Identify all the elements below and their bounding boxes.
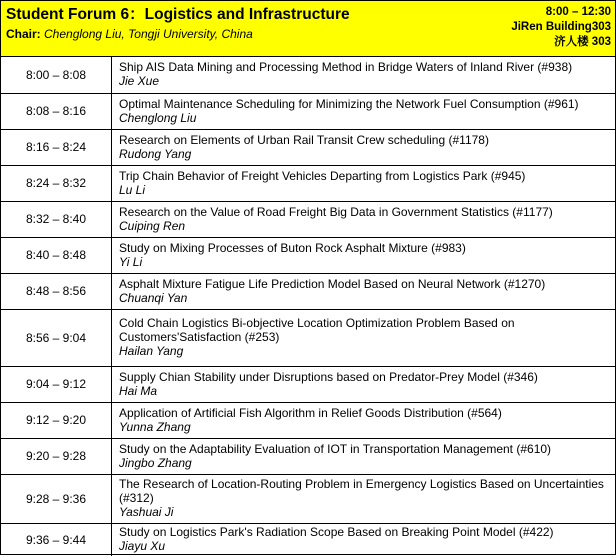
session-paper xyxy=(112,237,616,273)
session-paper xyxy=(112,402,616,438)
paper-author: Yashuai Ji xyxy=(119,505,174,519)
chair-value: Chenglong Liu, Tongji University, China xyxy=(40,27,253,41)
table-row xyxy=(1,438,615,474)
session-time: 8:08 – 8:16 xyxy=(1,93,112,129)
session-paper xyxy=(112,273,616,309)
table-row xyxy=(1,129,615,165)
session-paper xyxy=(112,309,616,366)
paper-title: Study on Mixing Processes of Buton Rock Asphalt Mixture (#983) xyxy=(119,240,466,255)
paper-author: Cuiping Ren xyxy=(119,218,186,233)
session-paper xyxy=(112,93,616,129)
session-paper xyxy=(112,129,616,165)
paper-title: Study on the Adaptability Evaluation of IOT in Transportation Management (#610) xyxy=(119,441,552,456)
paper-title: Asphalt Mixture Fatigue Life Prediction Model Based on Neural Network (#1270) xyxy=(119,276,546,291)
chair-label: Chair: xyxy=(6,27,41,41)
session-paper xyxy=(112,366,616,402)
forum-time: 8:00 – 12:30 xyxy=(545,6,611,18)
paper-title: Optimal Maintenance Scheduling for Minimizing the Network Fuel Consumption (#961) xyxy=(119,96,579,111)
paper-author: Jiayu Xu xyxy=(119,539,166,554)
paper-title: Supply Chian Stability under Disruptions based on Predator-Prey Model (#346) xyxy=(119,369,538,384)
session-time: 8:24 – 8:32 xyxy=(1,165,112,201)
room-english: JiRen Building303 xyxy=(511,21,611,33)
paper-author: Yunna Zhang xyxy=(119,419,191,434)
table-row xyxy=(1,309,615,366)
paper-title: Study on Logistics Park's Radiation Scope Based on Breaking Point Model (#422) xyxy=(119,525,554,540)
paper-author: Yi Li xyxy=(119,254,143,269)
session-time: 8:48 – 8:56 xyxy=(1,273,112,309)
table-row xyxy=(1,201,615,237)
paper-title: Trip Chain Behavior of Freight Vehicles Departing from Logistics Park (#945) xyxy=(119,168,526,183)
session-time: 9:20 – 9:28 xyxy=(1,438,112,474)
session-paper xyxy=(112,165,616,201)
paper-author: Chenglong Liu xyxy=(119,110,197,125)
table-row xyxy=(1,402,615,438)
forum-title: Student Forum 6：Logistics and Infrastructure xyxy=(6,6,350,23)
paper-title: Application of Artificial Fish Algorithm in Relief Goods Distribution (#564) xyxy=(119,405,502,420)
room-chinese: 济人楼 303 xyxy=(554,36,611,48)
table-row xyxy=(1,273,615,309)
session-time: 8:56 – 9:04 xyxy=(1,309,112,366)
session-time: 8:00 – 8:08 xyxy=(1,57,112,93)
session-time: 9:28 – 9:36 xyxy=(1,474,112,523)
table-row xyxy=(1,366,615,402)
sessions-table xyxy=(1,57,615,556)
chair-line xyxy=(6,26,350,42)
table-row xyxy=(1,93,615,129)
session-time: 8:32 – 8:40 xyxy=(1,201,112,237)
session-time: 9:36 – 9:44 xyxy=(1,523,112,556)
session-paper xyxy=(112,523,616,556)
sessions-body xyxy=(1,57,615,556)
session-paper xyxy=(112,201,616,237)
session-paper xyxy=(112,57,616,93)
paper-title: Research on the Value of Road Freight Big Data in Government Statistics (#1177) xyxy=(119,204,553,219)
table-row xyxy=(1,57,615,93)
table-row xyxy=(1,165,615,201)
session-time: 9:12 – 9:20 xyxy=(1,402,112,438)
paper-author: Hailan Yang xyxy=(119,344,184,358)
paper-title: Cold Chain Logistics Bi-objective Location Optimization Problem Based on Customers'Satisfaction (#253) xyxy=(119,316,515,344)
table-row xyxy=(1,523,615,556)
table-row xyxy=(1,474,615,523)
header-right xyxy=(511,5,611,56)
table-row xyxy=(1,237,615,273)
session-paper xyxy=(112,474,616,523)
session-time: 9:04 – 9:12 xyxy=(1,366,112,402)
forum-header xyxy=(1,1,615,57)
paper-title: The Research of Location-Routing Problem in Emergency Logistics Based on Uncertainties (#312) xyxy=(119,477,604,505)
paper-author: Jie Xue xyxy=(119,74,160,89)
paper-author: Lu Li xyxy=(119,182,146,197)
header-left xyxy=(6,5,350,56)
paper-author: Hai Ma xyxy=(119,383,158,398)
session-time: 8:16 – 8:24 xyxy=(1,129,112,165)
session-paper xyxy=(112,438,616,474)
session-time: 8:40 – 8:48 xyxy=(1,237,112,273)
paper-title: Research on Elements of Urban Rail Transit Crew scheduling (#1178) xyxy=(119,132,489,147)
paper-title: Ship AIS Data Mining and Processing Method in Bridge Waters of Inland River (#938) xyxy=(119,60,573,75)
paper-author: Jingbo Zhang xyxy=(119,455,192,470)
paper-author: Chuanqi Yan xyxy=(119,290,188,305)
paper-author: Rudong Yang xyxy=(119,146,192,161)
